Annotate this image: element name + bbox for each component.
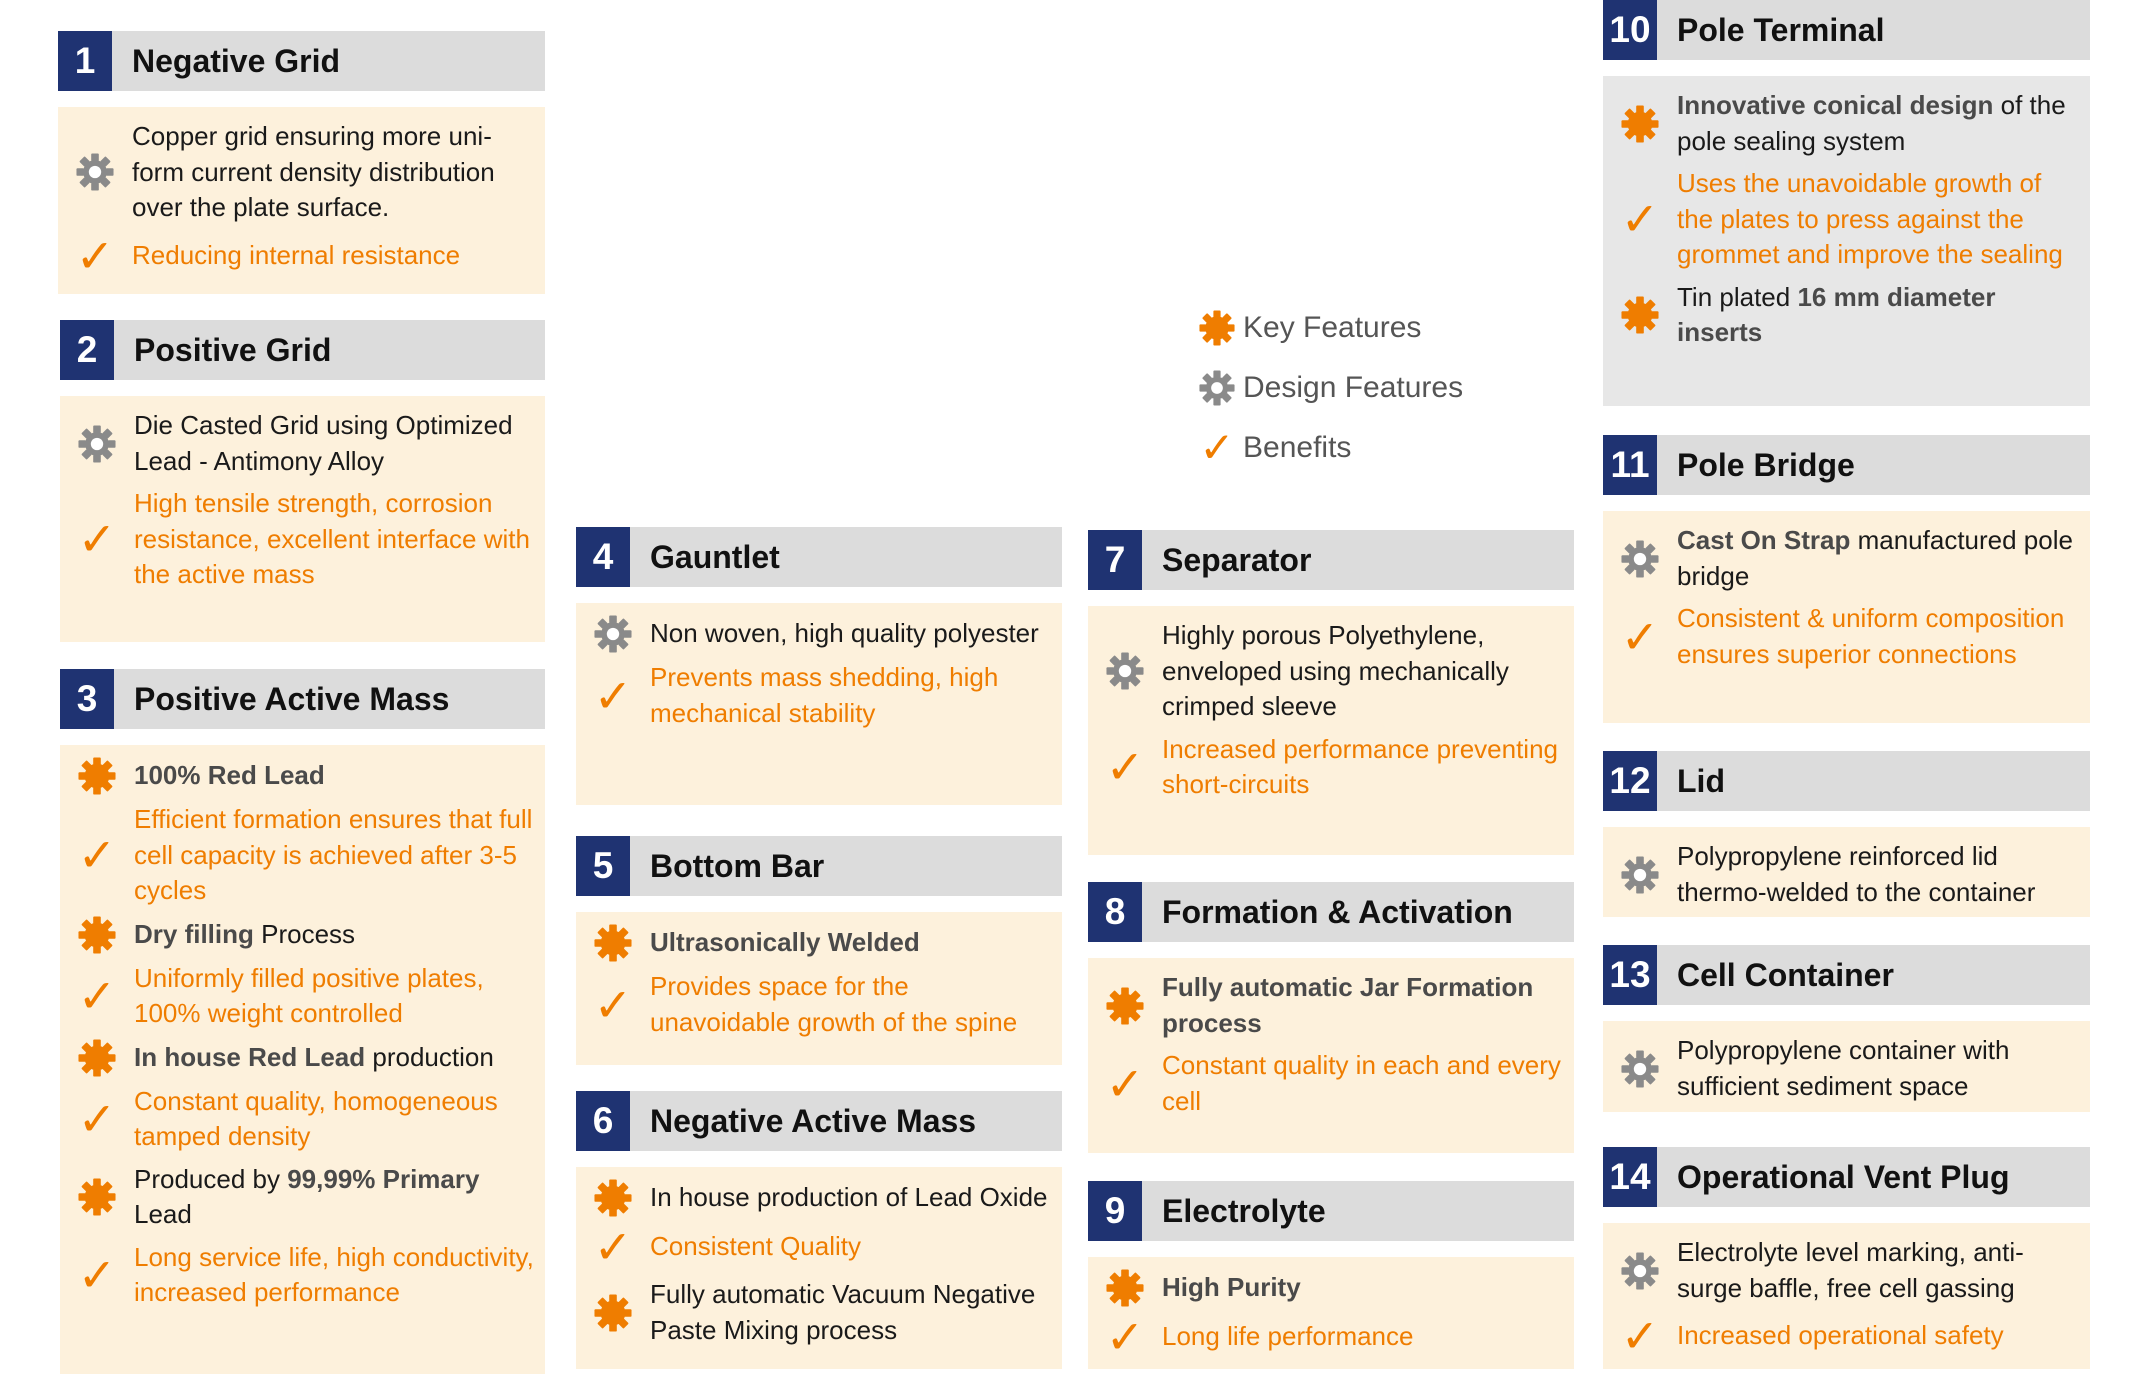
card-separator	[1088, 530, 1574, 855]
card-body	[576, 912, 1062, 1065]
key-feature-icon	[576, 1179, 650, 1217]
benefit-text: Constant quality in each and every cell	[1162, 1050, 1561, 1116]
card-body	[60, 396, 545, 642]
card-formation-activation	[1088, 882, 1574, 1153]
key-feature-row	[60, 1039, 545, 1077]
check-icon: ✓	[77, 970, 117, 1022]
benefit-row	[1088, 1048, 1574, 1119]
card-title: Lid	[1677, 763, 1725, 799]
key-feature-icon	[60, 1178, 134, 1216]
feature-text: Ultrasonically Welded	[650, 927, 920, 958]
feature-row	[60, 408, 545, 479]
key-feature-icon	[60, 1039, 134, 1077]
legend-key-features	[1195, 298, 1463, 358]
card-positive-grid	[60, 320, 545, 642]
legend-label: Key Features	[1243, 311, 1422, 344]
benefit-text: Consistent & uniform composition ensures superior connections	[1677, 603, 2065, 669]
benefit-text: Reducing internal resistance	[132, 239, 461, 270]
check-icon: ✓	[1105, 1311, 1145, 1363]
feature-text: Electrolyte level marking, anti-surge baffle, free cell gassing	[1677, 1237, 2024, 1303]
benefit-text: Constant quality, homogeneous tamped density	[134, 1085, 498, 1151]
key-feature-icon	[576, 924, 650, 962]
design-feature-icon	[1603, 540, 1677, 578]
key-feature-icon	[576, 1294, 650, 1332]
design-feature-icon	[1603, 1252, 1677, 1290]
feature-row	[1603, 1235, 2090, 1306]
benefit-text: Long service life, high conductivity, increased performance	[134, 1241, 534, 1307]
card-body	[1603, 1021, 2090, 1112]
card-title: Bottom Bar	[650, 848, 825, 884]
benefit-row	[576, 660, 1062, 731]
card-body	[1603, 76, 2090, 406]
card-number: 4	[576, 527, 630, 587]
feature-text: Fully automatic Vacuum Negative Paste Mixing process	[650, 1279, 1036, 1345]
benefit-row	[1088, 732, 1574, 803]
benefit-text: Efficient formation ensures that full cell capacity is achieved after 3-5 cycles	[134, 804, 533, 905]
check-icon: ✓	[1620, 610, 1660, 663]
card-header	[58, 31, 545, 91]
feature-text: Die Casted Grid using Optimized Lead - Antimony Alloy	[134, 410, 513, 476]
design-feature-icon	[1088, 652, 1162, 690]
key-feature-icon	[1603, 296, 1677, 334]
benefit-row	[576, 1221, 1062, 1273]
key-feature-icon	[1088, 987, 1162, 1025]
card-electrolyte	[1088, 1181, 1574, 1369]
card-header	[60, 669, 545, 729]
legend-label: Benefits	[1243, 431, 1352, 464]
card-number: 11	[1603, 435, 1657, 495]
benefit-text: Increased performance preventing short-circuits	[1162, 733, 1559, 799]
key-feature-row	[1088, 1269, 1574, 1307]
key-feature-row	[1603, 280, 2090, 351]
card-operational-vent-plug	[1603, 1147, 2090, 1369]
design-feature-icon	[1603, 1050, 1677, 1088]
card-header	[60, 320, 545, 380]
check-icon: ✓	[1199, 424, 1235, 471]
check-icon: ✓	[593, 978, 633, 1031]
design-feature-icon	[58, 153, 132, 191]
check-icon: ✓	[75, 229, 115, 282]
card-header	[1603, 1147, 2090, 1207]
key-feature-row	[576, 1179, 1062, 1217]
feature-row	[1088, 618, 1574, 725]
feature-text: Highly porous Polyethylene, enveloped using mechanically crimped sleeve	[1162, 620, 1509, 721]
check-icon: ✓	[1620, 193, 1660, 246]
benefit-text: High tensile strength, corrosion resistance, excellent interface with the active mass	[134, 488, 530, 589]
card-header	[1088, 530, 1574, 590]
benefit-row	[60, 1084, 545, 1155]
card-body	[1088, 1257, 1574, 1369]
card-title: Positive Active Mass	[134, 681, 450, 717]
card-number: 2	[60, 320, 114, 380]
card-title: Electrolyte	[1162, 1193, 1326, 1229]
feature-text: Copper grid ensuring more uni-form current density distribution over the plate surface.	[132, 121, 495, 222]
key-feature-row	[60, 916, 545, 954]
benefit-row	[60, 1240, 545, 1311]
feature-text: Produced by 99,99% Primary Lead	[134, 1163, 480, 1229]
legend	[1195, 298, 1463, 478]
check-icon: ✓	[77, 1093, 117, 1145]
check-icon: ✓	[1105, 741, 1145, 793]
check-icon: ✓	[593, 1221, 633, 1273]
card-negative-active-mass	[576, 1091, 1062, 1369]
card-number: 3	[60, 669, 114, 729]
feature-text: Tin plated 16 mm diameter inserts	[1677, 281, 1996, 347]
card-number: 12	[1603, 751, 1657, 811]
feature-text: Cast On Strap manufactured pole bridge	[1677, 525, 2073, 591]
card-body	[576, 603, 1062, 805]
card-number: 13	[1603, 945, 1657, 1005]
benefit-text: Consistent Quality	[650, 1231, 861, 1262]
feature-text: Non woven, high quality polyester	[650, 618, 1039, 649]
feature-text: Dry filling Process	[134, 918, 356, 949]
card-title: Separator	[1162, 542, 1312, 578]
card-title: Pole Bridge	[1677, 447, 1855, 483]
card-number: 6	[576, 1091, 630, 1151]
feature-text: Innovative conical design of the pole sealing system	[1677, 90, 2066, 156]
card-body	[1088, 958, 1574, 1153]
benefit-row	[1603, 1310, 2090, 1362]
card-body	[1088, 606, 1574, 855]
card-header	[1088, 882, 1574, 942]
key-feature-row	[60, 1162, 545, 1233]
benefit-text: Provides space for the unavoidable growth of the spine	[650, 971, 1018, 1037]
benefit-text: Uniformly filled positive plates, 100% weight controlled	[134, 962, 484, 1028]
benefit-row	[60, 802, 545, 909]
benefit-row	[576, 969, 1062, 1040]
card-title: Positive Grid	[134, 332, 332, 368]
feature-text: 100% Red Lead	[134, 760, 325, 791]
card-cell-container	[1603, 945, 2090, 1112]
key-feature-icon	[1088, 1269, 1162, 1307]
card-positive-active-mass	[60, 669, 545, 1374]
check-icon: ✓	[77, 513, 117, 566]
card-number: 14	[1603, 1147, 1657, 1207]
design-feature-icon	[1603, 856, 1677, 894]
benefit-text: Prevents mass shedding, high mechanical stability	[650, 662, 999, 728]
card-title: Operational Vent Plug	[1677, 1159, 2010, 1195]
legend-benefits	[1195, 418, 1463, 478]
feature-text: In house Red Lead production	[134, 1041, 494, 1072]
key-feature-icon	[1603, 105, 1677, 143]
legend-design-features	[1195, 358, 1463, 418]
key-feature-icon	[60, 916, 134, 954]
card-number: 8	[1088, 882, 1142, 942]
benefit-row	[1088, 1311, 1574, 1363]
design-feature-icon	[576, 615, 650, 653]
card-header	[576, 527, 1062, 587]
key-feature-row	[576, 1277, 1062, 1348]
key-feature-row	[1088, 970, 1574, 1041]
card-title: Formation & Activation	[1162, 894, 1513, 930]
key-feature-row	[576, 924, 1062, 962]
card-header	[576, 1091, 1062, 1151]
card-number: 10	[1603, 0, 1657, 60]
card-header	[1603, 0, 2090, 60]
check-icon: ✓	[1105, 1057, 1145, 1110]
feature-text: High Purity	[1162, 1272, 1301, 1303]
card-header	[576, 836, 1062, 896]
card-title: Gauntlet	[650, 539, 780, 575]
feature-row	[1603, 1033, 2090, 1104]
card-header	[1603, 751, 2090, 811]
benefit-text: Long life performance	[1162, 1321, 1414, 1352]
card-pole-terminal	[1603, 0, 2090, 406]
card-body	[1603, 511, 2090, 723]
key-feature-icon	[1195, 310, 1239, 346]
design-feature-icon	[1195, 370, 1239, 406]
card-number: 7	[1088, 530, 1142, 590]
card-lid	[1603, 751, 2090, 917]
card-body	[60, 745, 545, 1374]
feature-row	[58, 119, 545, 226]
card-pole-bridge	[1603, 435, 2090, 723]
feature-text: Fully automatic Jar Formation process	[1162, 972, 1534, 1038]
card-number: 5	[576, 836, 630, 896]
card-title: Negative Grid	[132, 43, 341, 79]
benefit-row	[60, 961, 545, 1032]
check-icon: ✓	[1620, 1310, 1660, 1362]
benefit-row	[60, 486, 545, 593]
benefit-row	[58, 229, 545, 282]
card-title: Negative Active Mass	[650, 1103, 977, 1139]
feature-row	[1603, 839, 2090, 910]
key-feature-row	[1603, 88, 2090, 159]
key-feature-row	[60, 757, 545, 795]
key-feature-icon	[60, 757, 134, 795]
card-number: 9	[1088, 1181, 1142, 1241]
feature-row	[1603, 523, 2090, 594]
feature-text: In house production of Lead Oxide	[650, 1182, 1048, 1213]
check-icon: ✓	[593, 669, 633, 722]
benefit-row	[1603, 601, 2090, 672]
card-header	[1603, 945, 2090, 1005]
feature-row	[576, 615, 1062, 653]
card-header	[1088, 1181, 1574, 1241]
card-body	[576, 1167, 1062, 1369]
card-title: Pole Terminal	[1677, 12, 1885, 48]
check-icon: ✓	[77, 829, 117, 882]
legend-label: Design Features	[1243, 371, 1464, 404]
card-body	[1603, 1223, 2090, 1369]
card-body	[58, 107, 545, 294]
benefit-text: Uses the unavoidable growth of the plates to press against the grommet and improve the sealing	[1677, 168, 2063, 269]
card-body	[1603, 827, 2090, 917]
card-gauntlet	[576, 527, 1062, 805]
card-number: 1	[58, 31, 112, 91]
check-icon: ✓	[77, 1249, 117, 1301]
card-negative-grid	[58, 31, 545, 294]
feature-text: Polypropylene reinforced lid thermo-welded to the container	[1677, 841, 2036, 907]
card-title: Cell Container	[1677, 957, 1894, 993]
card-header	[1603, 435, 2090, 495]
benefit-row	[1603, 166, 2090, 273]
feature-text: Polypropylene container with sufficient sediment space	[1677, 1035, 2010, 1101]
card-bottom-bar	[576, 836, 1062, 1065]
design-feature-icon	[60, 425, 134, 463]
benefit-text: Increased operational safety	[1677, 1320, 2004, 1351]
